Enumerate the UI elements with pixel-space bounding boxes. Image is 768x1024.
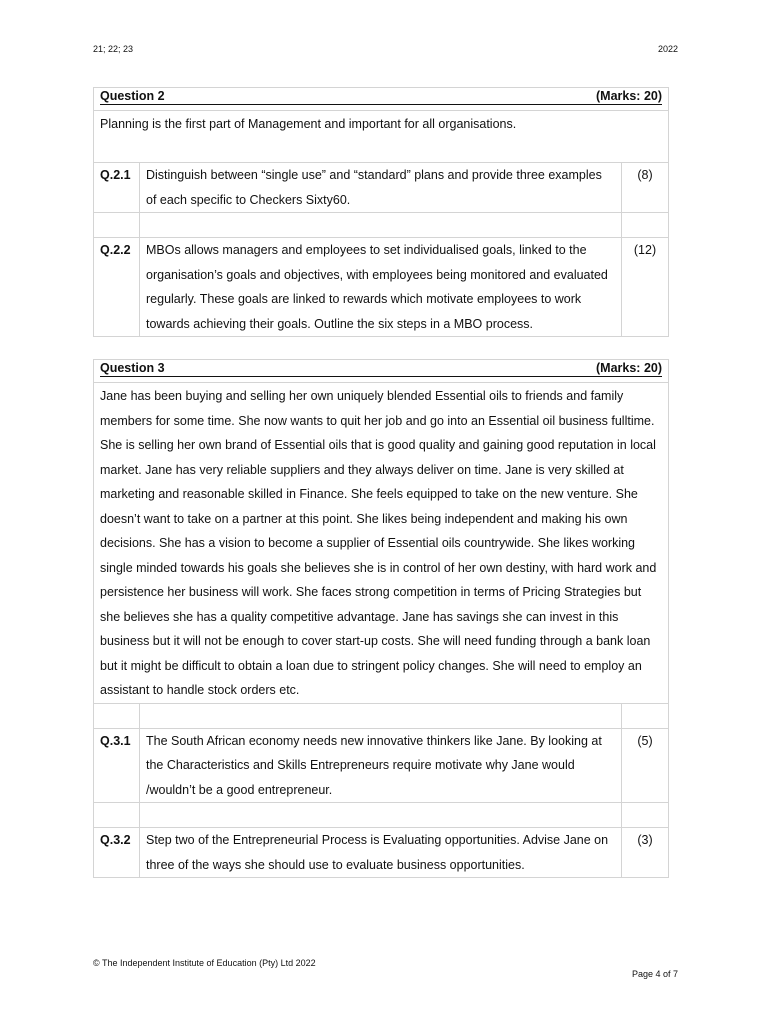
header-module-codes: 21; 22; 23 — [93, 44, 134, 54]
question-3-title-row — [94, 360, 669, 383]
q3-2-text: Step two of the Entrepreneurial Process is Evaluating opportunities. Advise Jane on three of the ways she should use to evaluate business opportunities. — [140, 828, 622, 878]
question-2-title: Question 2 — [100, 89, 165, 103]
q3-1-number: Q.3.1 — [94, 728, 140, 803]
q3-1-row — [94, 728, 669, 803]
q2-1-marks: (8) — [622, 163, 669, 213]
footer-page-number: Page 4 of 7 — [631, 969, 678, 979]
question-2-table — [93, 87, 669, 337]
q2-spacer-row — [94, 213, 669, 238]
question-3-case-study: Jane has been buying and selling her own uniquely blended Essential oils to friends and family members for some time. She now wants to quit her job and go into an Essential oil business fulltime. She is selling her own brand of Essential oils that is good quality and gaining good reputation in local market. Jane has very reliable suppliers and they always deliver on time. Jane is very skilled at marketing and reasonable skilled in Finance. She feels equipped to take on the new venture. She doesn’t want to take on a partner at this point. She likes being independent and making his own decisions. She has a vision to become a supplier of Essential oils countrywide. She likes working single minded towards his goals she believes she is in control of her own destiny, with hard work and persistence her business will work. She faces strong competition in terms of Pricing Strategies but she believes she has a quality competitive advantage. Jane has savings she can invest in this business but it will not be enough to cover start-up costs. She will need funding through a bank loan but it might be difficult to obtain a loan due to stringent policy changes. She will need to employ an assistant to handle stock orders etc. — [94, 383, 669, 704]
q3-1-text: The South African economy needs new innovative thinkers like Jane. By looking at the Characteristics and Skills Entrepreneurs require motivate why Jane would /wouldn’t be a good entrepreneur. — [140, 728, 622, 803]
q3-2-row — [94, 828, 669, 878]
header-year: 2022 — [657, 44, 678, 54]
question-2-marks: (Marks: 20) — [596, 89, 663, 103]
question-2-title-row — [94, 88, 669, 111]
q2-2-marks: (12) — [622, 238, 669, 337]
q3-2-number: Q.3.2 — [94, 828, 140, 878]
footer-copyright: © The Independent Institute of Education (Pty) Ltd 2022 — [93, 958, 316, 968]
q3-spacer-row-2 — [94, 803, 669, 828]
q2-2-row — [94, 238, 669, 337]
q2-1-number: Q.2.1 — [94, 163, 140, 213]
q2-2-text: MBOs allows managers and employees to set individualised goals, linked to the organisation’s goals and objectives, with employees being monitored and evaluated regularly. These goals are linked to rewards which motivate employees to work towards achieving their goals. Outline the six steps in a MBO process. — [140, 238, 622, 337]
question-2-intro-row — [94, 111, 669, 163]
question-3-table — [93, 359, 669, 878]
question-3-heading — [100, 361, 662, 377]
q3-1-marks: (5) — [622, 728, 669, 803]
q2-2-number: Q.2.2 — [94, 238, 140, 337]
question-3-marks: (Marks: 20) — [596, 361, 663, 375]
q3-2-marks: (3) — [622, 828, 669, 878]
question-3-intro-row — [94, 383, 669, 704]
question-2-heading — [100, 89, 662, 105]
q2-1-text: Distinguish between “single use” and “standard” plans and provide three examples of each specific to Checkers Sixty60. — [140, 163, 622, 213]
question-3-title: Question 3 — [100, 361, 165, 375]
q3-spacer-row-1 — [94, 703, 669, 728]
question-2-intro: Planning is the first part of Management and important for all organisations. — [94, 111, 669, 163]
q2-1-row — [94, 163, 669, 213]
